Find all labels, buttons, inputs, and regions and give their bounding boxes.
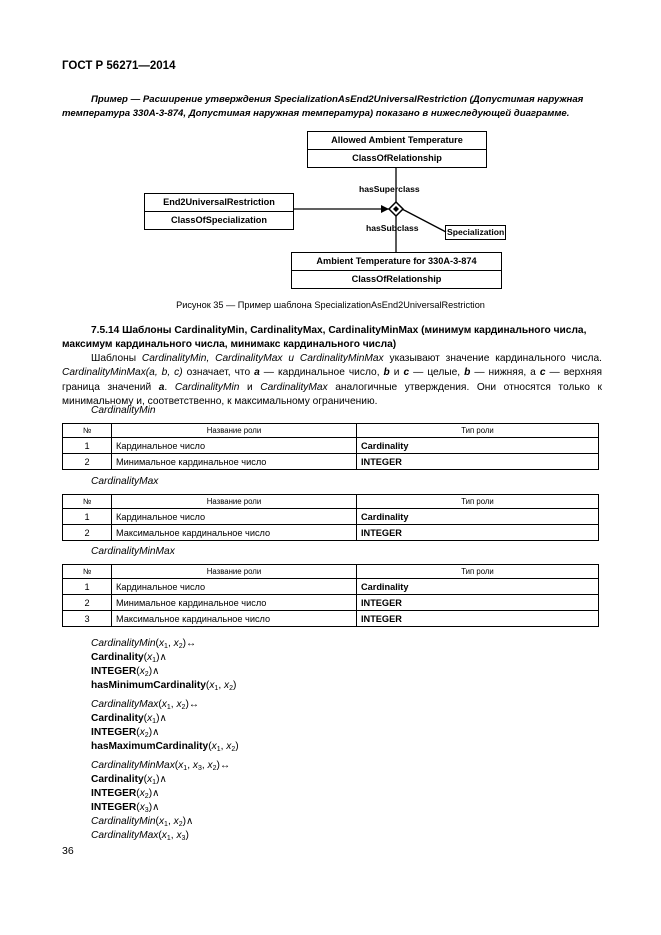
cell-no: 2 [63, 595, 112, 611]
operator: ∧ [159, 774, 167, 785]
table-cardinality-minmax [62, 564, 599, 627]
var: x [207, 760, 213, 771]
text-run: CardinalityMinMax(a, b, c) [62, 367, 183, 379]
var: x [158, 638, 165, 649]
sub: 2 [178, 821, 183, 828]
text-run: a [158, 381, 165, 393]
table-row [63, 509, 599, 525]
table-header-row [63, 565, 599, 579]
cell-no: 2 [63, 525, 112, 541]
formula-max-line-4: $hasMaximumCardinality(x_1$, $x_2$) [91, 741, 239, 753]
text-run: Шаблоны [91, 353, 137, 364]
table-row [63, 454, 599, 470]
label-has-superclass: hasSuperclass [359, 184, 420, 194]
var: x [176, 699, 182, 710]
formula-min-line-2: $Cardinality(x_1)\wedge$ [91, 652, 167, 664]
sub: 2 [181, 704, 186, 711]
var: x [224, 680, 230, 691]
var: x [226, 741, 232, 752]
text-run: и [246, 381, 253, 393]
header-role-type: Тип роли [357, 424, 599, 438]
text-run: c [403, 367, 410, 379]
table-title-cardinality-min: CardinalityMin [91, 405, 156, 416]
sub: 1 [214, 685, 219, 692]
formula-name: CardinalityMin [91, 816, 156, 827]
table-row [63, 579, 599, 595]
var: x [139, 666, 145, 677]
cell-role-type: INTEGER [357, 454, 599, 470]
text-run: — нижняя, а [474, 367, 536, 379]
sub: 2 [231, 746, 236, 753]
section-heading [62, 324, 602, 352]
sub: 3 [197, 765, 202, 772]
var: x [147, 713, 153, 724]
header-role-name: Название роли [112, 424, 357, 438]
sub: 2 [229, 685, 233, 692]
formula-name: hasMaximumCardinality [91, 741, 209, 752]
text-run: — целые, [413, 367, 461, 379]
cell-role-name: Максимальное кардинальное число [112, 525, 357, 541]
formula-name: Cardinality [91, 713, 144, 724]
text-run: аналогичные утверждения. Они относятся только к минимальному и, соответственно, к максимальному ограничению. [62, 381, 602, 408]
text-run: указывают значение кардинального числа. [389, 353, 602, 364]
formula-name: CardinalityMinMax [91, 760, 175, 771]
formula-min-line-4: $hasMinimumCardinality(x_1$, $x_2$) [91, 680, 237, 692]
formula-minmax-line-1: $CardinalityMinMax(x_1$, $x_3$, $x_2)\leftrightarrow$ [91, 760, 231, 772]
sub: 2 [178, 643, 183, 650]
header-role-type: Тип роли [357, 495, 599, 509]
label-specialization: Specialization [445, 225, 506, 240]
box-end2-universal-restriction [144, 193, 294, 230]
var: x [173, 638, 179, 649]
box-subtitle: ClassOfSpecialization [145, 211, 293, 229]
formula-minmax-line-3: $INTEGER(x_2)\wedge$ [91, 788, 160, 800]
box-allowed-ambient-temperature [307, 131, 487, 168]
text-run: a [254, 367, 260, 379]
sub: 1 [152, 718, 157, 725]
sub: 1 [166, 704, 171, 711]
sub: 2 [144, 793, 149, 800]
var: x [139, 788, 145, 799]
operator: ∧ [186, 816, 194, 827]
figure-caption: Рисунок 35 — Пример шаблона SpecializationAsEnd2UniversalRestriction [176, 300, 485, 310]
body-paragraph [62, 352, 602, 410]
cell-role-name: Кардинальное число [112, 509, 357, 525]
text-run: CardinalityMin [174, 381, 240, 393]
formula-name: INTEGER [91, 666, 137, 677]
cell-role-name: Минимальное кардинальное число [112, 454, 357, 470]
operator: ↔ [188, 699, 200, 710]
header-role-name: Название роли [112, 495, 357, 509]
cell-role-type: Cardinality [357, 438, 599, 454]
operator: ∧ [152, 666, 160, 677]
formula-min-line-3: $INTEGER(x_2)\wedge$ [91, 666, 160, 678]
var: x [139, 727, 145, 738]
text-run: и [288, 353, 294, 364]
formula-min-line-1: $CardinalityMin(x_1$, $x_2)\leftrightarrow$ [91, 638, 197, 650]
var: x [158, 816, 165, 827]
formula-name: hasMinimumCardinality [91, 680, 206, 691]
arrow-head-icon [381, 205, 389, 213]
formula-max-line-2: $Cardinality(x_1)\wedge$ [91, 713, 167, 725]
formula-max-line-1: $CardinalityMax(x_1$, $x_2)\leftrightarrow$ [91, 699, 200, 711]
table-cardinality-min [62, 423, 599, 470]
sub: 1 [152, 779, 157, 786]
example-text: Пример — Расширение утверждения SpecializationAsEnd2UniversalRestriction (Допустимая наружная температура 330А-3-874, Допустимая наружная температура) показано в нижеследующей диаграмме. [62, 94, 584, 119]
table-row [63, 438, 599, 454]
formula-name: Cardinality [91, 774, 144, 785]
cell-no: 3 [63, 611, 112, 627]
table-header-row [63, 495, 599, 509]
cell-role-type: Cardinality [357, 579, 599, 595]
text-run: означает, что [186, 367, 251, 379]
operator: ∧ [152, 802, 160, 813]
operator: ∧ [152, 727, 160, 738]
var: x [209, 680, 215, 691]
sub: 1 [152, 657, 157, 664]
cell-role-type: INTEGER [357, 611, 599, 627]
cell-role-type: INTEGER [357, 525, 599, 541]
header-no: № [63, 424, 112, 438]
page-number: 36 [62, 845, 74, 857]
table-row [63, 525, 599, 541]
formula-name: CardinalityMin [91, 638, 156, 649]
cell-role-name: Минимальное кардинальное число [112, 595, 357, 611]
formula-minmax-line-4: $INTEGER(x_3)\wedge$ [91, 802, 160, 814]
cell-no: 2 [63, 454, 112, 470]
cell-role-name: Кардинальное число [112, 579, 357, 595]
sub: 3 [144, 807, 149, 814]
cell-role-name: Максимальное кардинальное число [112, 611, 357, 627]
text-run: и [393, 367, 400, 379]
sub: 1 [164, 643, 168, 650]
sub: 2 [144, 732, 149, 739]
cell-no: 1 [63, 509, 112, 525]
text-run: CardinalityMax [260, 381, 328, 393]
var: x [192, 760, 198, 771]
text-run: . [164, 381, 168, 393]
table-row [63, 595, 599, 611]
box-subtitle: ClassOfRelationship [308, 149, 486, 167]
formula-name: INTEGER [91, 788, 137, 799]
var: x [211, 741, 217, 752]
formula-minmax-line-2: $Cardinality(x_1)\wedge$ [91, 774, 167, 786]
sub: 1 [183, 765, 188, 772]
sub: 2 [212, 765, 217, 772]
var: x [161, 830, 167, 841]
section-heading-text: 7.5.14 Шаблоны CardinalityMin, CardinalityMax, CardinalityMinMax (минимум кардинального числа, максимум кардинального числа, минимакс кардинального числа) [62, 325, 587, 350]
text-run: b [383, 367, 390, 379]
text-run: — кардинальное число, [263, 367, 380, 379]
box-title: End2UniversalRestriction [163, 197, 275, 207]
box-ambient-temperature-330a [291, 252, 502, 289]
table-row [63, 611, 599, 627]
sub: 1 [164, 821, 168, 828]
table-title-cardinality-minmax: CardinalityMinMax [91, 546, 175, 557]
formula-name: INTEGER [91, 802, 137, 813]
table-title-cardinality-max: CardinalityMax [91, 476, 159, 487]
operator: ∧ [152, 788, 160, 799]
var: x [139, 802, 145, 813]
var: x [178, 760, 184, 771]
cell-no: 1 [63, 438, 112, 454]
text-run: — верхняя граница значений [62, 367, 602, 393]
var: x [147, 774, 153, 785]
table-header-row [63, 424, 599, 438]
box-title: Ambient Temperature for 330A-3-874 [316, 256, 477, 266]
box-subtitle: ClassOfRelationship [292, 270, 501, 288]
text-run: b [464, 367, 471, 379]
cell-no: 1 [63, 579, 112, 595]
cell-role-name: Кардинальное число [112, 438, 357, 454]
text-run: CardinalityMin, CardinalityMax [141, 353, 283, 364]
var: x [161, 699, 167, 710]
document-header: ГОСТ Р 56271—2014 [62, 60, 176, 72]
text-run: CardinalityMinMax [299, 353, 384, 364]
formula-minmax-line-6: $CardinalityMax(x_1$, $x_3$) [91, 830, 189, 842]
header-no: № [63, 565, 112, 579]
operator: ∧ [159, 713, 167, 724]
formula-minmax-line-5: $CardinalityMin(x_1$, $x_2)\wedge$ [91, 816, 194, 828]
sub: 2 [144, 671, 149, 678]
header-no: № [63, 495, 112, 509]
cell-role-type: INTEGER [357, 595, 599, 611]
label-has-subclass: hasSubclass [366, 223, 419, 233]
header-role-name: Название роли [112, 565, 357, 579]
table-cardinality-max [62, 494, 599, 541]
var: x [176, 830, 182, 841]
formula-name: INTEGER [91, 727, 137, 738]
operator: ↔ [219, 760, 231, 771]
formula-name: CardinalityMax [91, 699, 159, 710]
formula-name: Cardinality [91, 652, 144, 663]
sub: 1 [166, 835, 171, 842]
operator: ↔ [186, 638, 197, 649]
cell-role-type: Cardinality [357, 509, 599, 525]
operator: ∧ [159, 652, 167, 663]
box-title: Allowed Ambient Temperature [331, 135, 463, 145]
sub: 1 [216, 746, 221, 753]
formula-name: CardinalityMax [91, 830, 159, 841]
var: x [147, 652, 153, 663]
header-role-type: Тип роли [357, 565, 599, 579]
sub: 3 [181, 835, 186, 842]
text-run: c [539, 367, 546, 379]
formula-max-line-3: $INTEGER(x_2)\wedge$ [91, 727, 160, 739]
var: x [173, 816, 179, 827]
